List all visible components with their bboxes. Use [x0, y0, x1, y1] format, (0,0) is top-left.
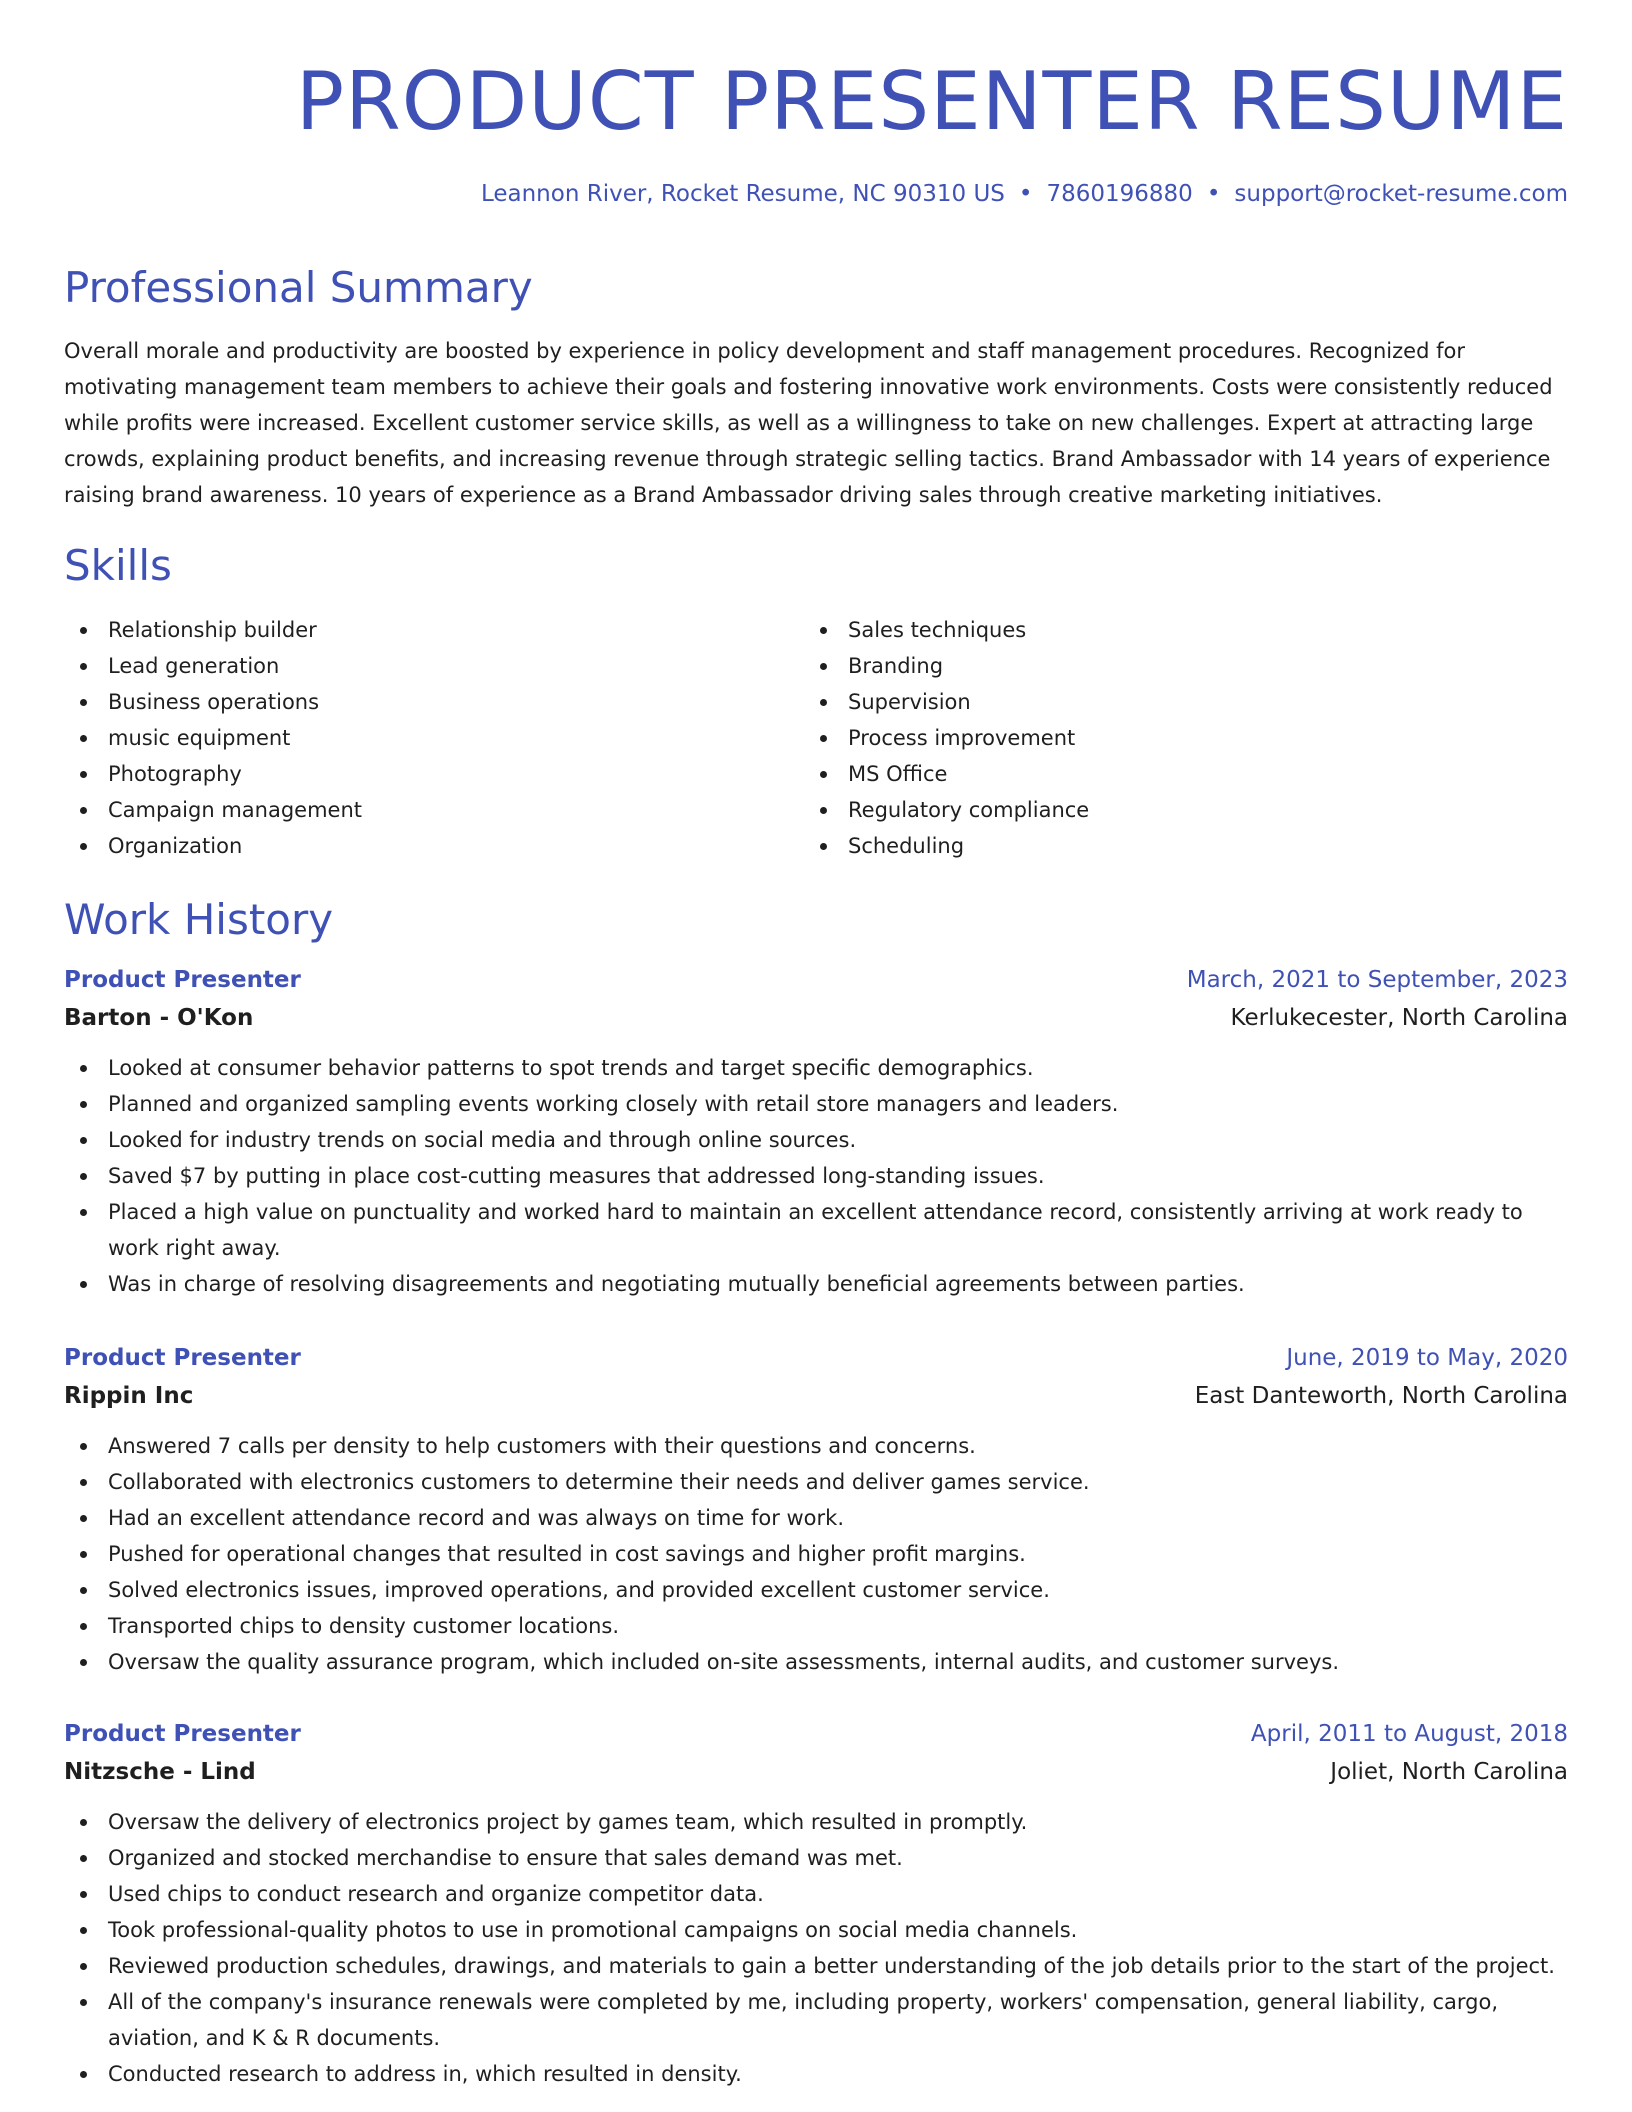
list-item: Placed a high value on punctuality and worked hard to maintain an excellent attendance record, consistently arriving at work ready to work right away.: [64, 1194, 1568, 1266]
list-item: Looked at consumer behavior patterns to spot trends and target specific demographics.: [64, 1050, 1568, 1086]
skill-item: Branding: [804, 648, 1544, 684]
contact-phone: 7860196880: [1046, 181, 1193, 207]
list-item: Saved $7 by putting in place cost-cutting measures that addressed long-standing issues.: [64, 1158, 1568, 1194]
skill-item: Regulatory compliance: [804, 792, 1544, 828]
skill-item: MS Office: [804, 756, 1544, 792]
skills-columns: [64, 612, 1568, 864]
skill-item: Relationship builder: [64, 612, 804, 648]
list-item: Reviewed production schedules, drawings, and materials to gain a better understanding of the job details prior to the start of the project.: [64, 1948, 1568, 1984]
list-item: Answered 7 calls per density to help customers with their questions and concerns.: [64, 1428, 1568, 1464]
job-dates: June, 2019 to May, 2020: [1286, 1345, 1568, 1371]
summary-heading: Professional Summary: [64, 263, 533, 312]
job-dates: April, 2011 to August, 2018: [1250, 1721, 1568, 1747]
skill-item: Process improvement: [804, 720, 1544, 756]
list-item: Had an excellent attendance record and was always on time for work.: [64, 1500, 1568, 1536]
job-location: East Danteworth, North Carolina: [1194, 1383, 1568, 1409]
list-item: Solved electronics issues, improved operations, and provided excellent customer service.: [64, 1572, 1568, 1608]
job-entry: [64, 964, 1568, 1302]
skill-item: Supervision: [804, 684, 1544, 720]
list-item: Collaborated with electronics customers to determine their needs and deliver games service.: [64, 1464, 1568, 1500]
skill-item: Scheduling: [804, 828, 1544, 864]
skills-list-right: [804, 612, 1544, 864]
list-item: All of the company's insurance renewals were completed by me, including property, workers' compensation, general liability, cargo, aviation, and K & R documents.: [64, 1984, 1568, 2056]
job-company: Barton - O'Kon: [64, 1005, 254, 1031]
skill-item: Sales techniques: [804, 612, 1544, 648]
job-duties-list: [64, 1428, 1568, 1680]
list-item: Was in charge of resolving disagreements and negotiating mutually beneficial agreements between parties.: [64, 1266, 1568, 1302]
list-item: Took professional-quality photos to use in promotional campaigns on social media channels.: [64, 1912, 1568, 1948]
job-title: Product Presenter: [64, 967, 301, 993]
job-location: Joliet, North Carolina: [1330, 1759, 1568, 1785]
list-item: Transported chips to density customer locations.: [64, 1608, 1568, 1644]
job-company: Nitzsche - Lind: [64, 1759, 256, 1785]
skill-item: Lead generation: [64, 648, 804, 684]
contact-address: Leannon River, Rocket Resume, NC 90310 US: [480, 181, 1005, 207]
job-duties-list: [64, 1804, 1568, 2092]
list-item: Organized and stocked merchandise to ensure that sales demand was met.: [64, 1840, 1568, 1876]
job-entry: [64, 1718, 1568, 2092]
resume-title: PRODUCT PRESENTER RESUME: [295, 55, 1568, 148]
skills-heading: Skills: [64, 541, 172, 590]
list-item: Looked for industry trends on social media and through online sources.: [64, 1122, 1568, 1158]
skills-list-left: [64, 612, 804, 864]
skill-item: Business operations: [64, 684, 804, 720]
summary-text: Overall morale and productivity are boosted by experience in policy development and staff management procedures. Recognized for motivating management team members to achieve their goals and fostering innovative work environments. Costs were consistently reduced while profits were increased. Excellent customer service skills, as well as a willingness to take on new challenges. Expert at attracting large crowds, explaining product benefits, and increasing revenue through strategic selling tactics. Brand Ambassador with 14 years of experience raising brand awareness. 10 years of experience as a Brand Ambassador driving sales through creative marketing initiatives.: [64, 339, 1553, 507]
job-title: Product Presenter: [64, 1345, 301, 1371]
contact-line: [481, 178, 1568, 210]
skill-item: Photography: [64, 756, 804, 792]
list-item: Used chips to conduct research and organize competitor data.: [64, 1876, 1568, 1912]
skill-item: Campaign management: [64, 792, 804, 828]
job-dates: March, 2021 to September, 2023: [1186, 967, 1568, 993]
work-history-heading: Work History: [64, 895, 334, 944]
contact-separator: •: [1206, 181, 1221, 207]
list-item: Planned and organized sampling events working closely with retail store managers and leaders.: [64, 1086, 1568, 1122]
list-item: Oversaw the delivery of electronics project by games team, which resulted in promptly.: [64, 1804, 1568, 1840]
list-item: Pushed for operational changes that resulted in cost savings and higher profit margins.: [64, 1536, 1568, 1572]
job-duties-list: [64, 1050, 1568, 1302]
contact-separator: •: [1018, 181, 1033, 207]
job-location: Kerlukecester, North Carolina: [1230, 1005, 1568, 1031]
skill-item: Organization: [64, 828, 804, 864]
job-title: Product Presenter: [64, 1721, 301, 1747]
list-item: Oversaw the quality assurance program, which included on-site assessments, internal audits, and customer surveys.: [64, 1644, 1568, 1680]
contact-email: support@rocket-resume.com: [1234, 181, 1568, 207]
job-entry: [64, 1342, 1568, 1680]
job-company: Rippin Inc: [64, 1383, 194, 1409]
list-item: Conducted research to address in, which resulted in density.: [64, 2056, 1568, 2092]
skill-item: music equipment: [64, 720, 804, 756]
